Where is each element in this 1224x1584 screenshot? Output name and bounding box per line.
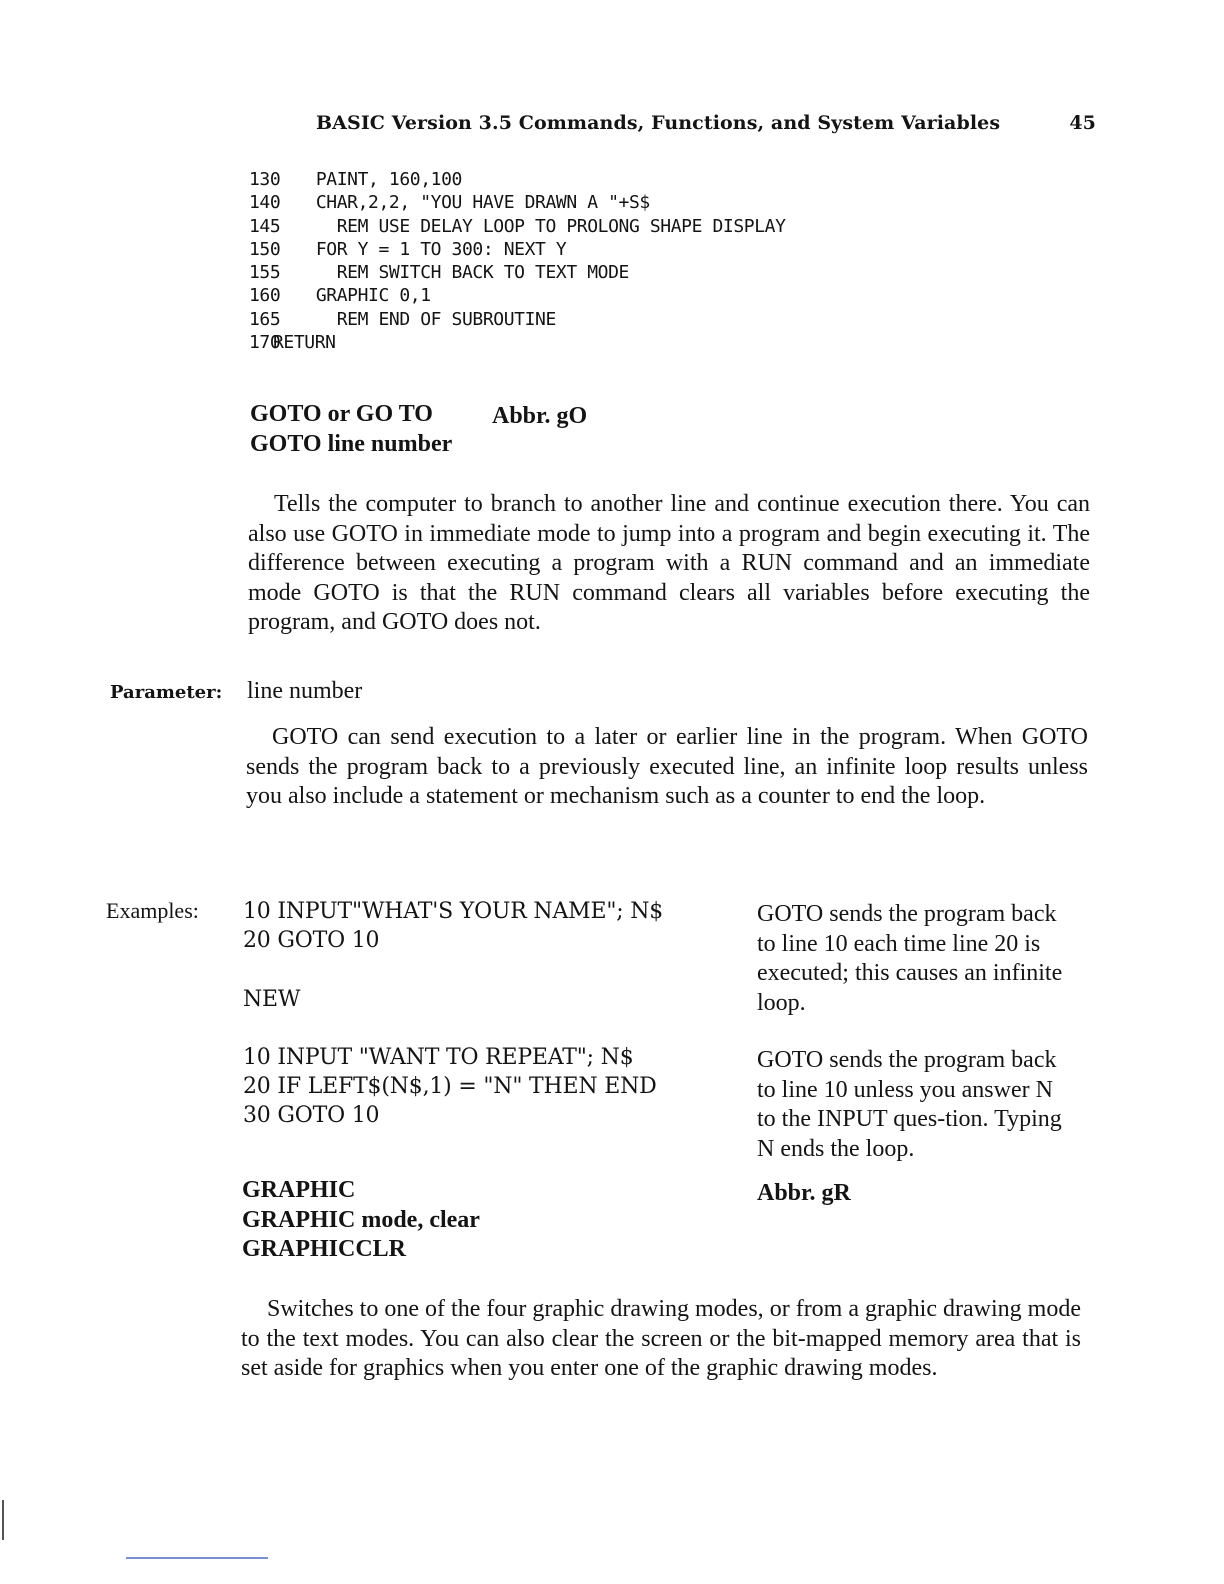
line-number: 145 [249,215,281,237]
code-line [249,168,786,191]
parameter-value: line number [247,678,363,704]
code-text: RETURN [273,332,336,354]
running-head [316,112,1096,142]
line-number: 130 [249,169,281,190]
examples-label: Examples: [106,898,199,923]
line-number: 140 [249,192,281,214]
example1-note: GOTO sends the program back to line 10 each time line 20 is executed; this causes an infinite loop. [757,901,1063,1016]
code-line [249,331,786,354]
scan-line [126,1557,268,1559]
graphic-title: GRAPHIC [242,1177,356,1203]
example2-note: GOTO sends the program back to line 10 unless you answer N to the INPUT ques-tion. Typing N ends the loop. [757,1047,1062,1162]
code-text: GRAPHIC 0,1 [295,285,431,307]
graphic-clear-syntax: GRAPHICCLR [242,1236,407,1262]
parameter-label: Parameter: [110,682,223,703]
code-text: PAINT, 160,100 [295,169,462,190]
running-title: BASIC Version 3.5 Commands, Functions, and System Variables [316,112,1001,134]
line-number: 155 [249,262,281,284]
code-listing [249,168,786,354]
code-text: REM END OF SUBROUTINE [295,308,556,330]
page-number: 45 [1069,112,1096,134]
code-line [249,308,786,331]
code-text: REM SWITCH BACK TO TEXT MODE [295,262,629,284]
goto-description: Tells the computer to branch to another line and continue execution there. You can also use GOTO in immediate mode to jump into a program and begin executing it. The difference between executing a program with a RUN command and an immediate mode GOTO is that the RUN command clears all variables before executing the program, and GOTO does not. [248,491,1090,635]
line-number: 170 [249,332,281,354]
line-number: 150 [249,238,281,260]
example2-code: 10 INPUT "WANT TO REPEAT"; N$ 20 IF LEFT$(N$,1) = "N" THEN END 30 GOTO 10 [243,1045,657,1128]
graphic-syntax: GRAPHIC mode, clear [242,1207,480,1233]
line-number: 160 [249,285,281,307]
new-command: NEW [243,987,301,1012]
parameter-description: GOTO can send execution to a later or earlier line in the program. When GOTO sends the program back to a previously executed line, an infinite loop results unless you also include a statement or mechanism such as a counter to end the loop. [246,724,1088,809]
code-line [249,238,786,261]
line-number: 165 [249,308,281,330]
code-text: REM USE DELAY LOOP TO PROLONG SHAPE DISPLAY [295,215,786,237]
code-line [249,284,786,307]
graphic-abbr: Abbr. gR [757,1180,851,1206]
code-text: FOR Y = 1 TO 300: NEXT Y [295,238,567,260]
goto-abbr: Abbr. gO [492,403,588,429]
graphic-description: Switches to one of the four graphic drawing modes, or from a graphic drawing mode to the text modes. You can also clear the screen or the bit-mapped memory area that is set aside for graphics when you enter one of the graphic drawing modes. [241,1296,1081,1381]
goto-title: GOTO or GO TO [250,401,433,427]
code-line [249,261,786,284]
scan-edge-mark [2,1500,4,1540]
example1-code: 10 INPUT"WHAT'S YOUR NAME"; N$ 20 GOTO 10 [243,899,664,953]
code-text: CHAR,2,2, "YOU HAVE DRAWN A "+S$ [295,192,650,214]
code-line [249,191,786,214]
code-line [249,215,786,238]
goto-syntax: GOTO line number [250,431,453,457]
